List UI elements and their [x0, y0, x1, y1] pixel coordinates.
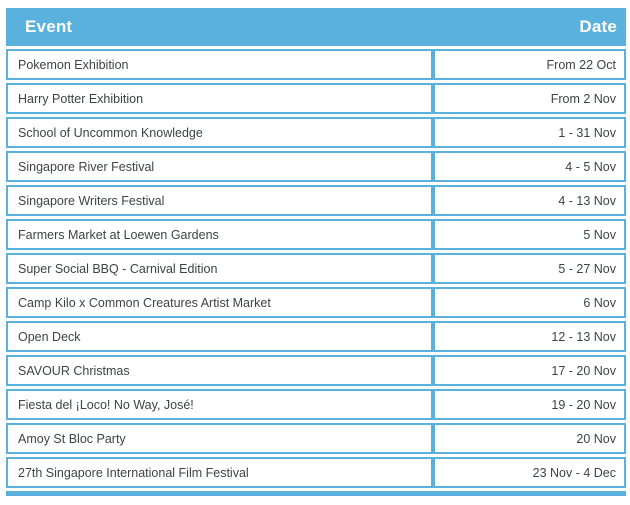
event-cell: Camp Kilo x Common Creatures Artist Market [6, 287, 433, 318]
column-header-event: Event [6, 8, 433, 46]
event-cell: 27th Singapore International Film Festival [6, 457, 433, 488]
header-row [6, 8, 626, 46]
event-cell: Super Social BBQ - Carnival Edition [6, 253, 433, 284]
table-row [6, 151, 626, 182]
column-header-date: Date [433, 8, 626, 46]
table-row [6, 219, 626, 250]
table-row [6, 389, 626, 420]
table-body [6, 49, 626, 488]
table-row [6, 117, 626, 148]
date-cell: 4 - 13 Nov [433, 185, 626, 216]
event-cell: School of Uncommon Knowledge [6, 117, 433, 148]
event-cell: Amoy St Bloc Party [6, 423, 433, 454]
table-row [6, 185, 626, 216]
date-cell: 17 - 20 Nov [433, 355, 626, 386]
event-cell: SAVOUR Christmas [6, 355, 433, 386]
date-cell: 1 - 31 Nov [433, 117, 626, 148]
event-cell: Singapore River Festival [6, 151, 433, 182]
date-cell: 5 - 27 Nov [433, 253, 626, 284]
date-cell: From 2 Nov [433, 83, 626, 114]
table-row [6, 49, 626, 80]
events-table-grid [6, 5, 626, 491]
table-row [6, 423, 626, 454]
date-cell: 6 Nov [433, 287, 626, 318]
date-cell: 5 Nov [433, 219, 626, 250]
table-row [6, 355, 626, 386]
table-row [6, 83, 626, 114]
events-table [6, 5, 626, 496]
table-row [6, 253, 626, 284]
event-cell: Open Deck [6, 321, 433, 352]
date-cell: 19 - 20 Nov [433, 389, 626, 420]
date-cell: 12 - 13 Nov [433, 321, 626, 352]
table-row [6, 321, 626, 352]
date-cell: 23 Nov - 4 Dec [433, 457, 626, 488]
table-row [6, 457, 626, 488]
event-cell: Singapore Writers Festival [6, 185, 433, 216]
event-cell: Harry Potter Exhibition [6, 83, 433, 114]
date-cell: 4 - 5 Nov [433, 151, 626, 182]
event-cell: Fiesta del ¡Loco! No Way, José! [6, 389, 433, 420]
date-cell: From 22 Oct [433, 49, 626, 80]
event-cell: Farmers Market at Loewen Gardens [6, 219, 433, 250]
event-cell: Pokemon Exhibition [6, 49, 433, 80]
table-bottom-border [6, 491, 626, 496]
table-row [6, 287, 626, 318]
date-cell: 20 Nov [433, 423, 626, 454]
